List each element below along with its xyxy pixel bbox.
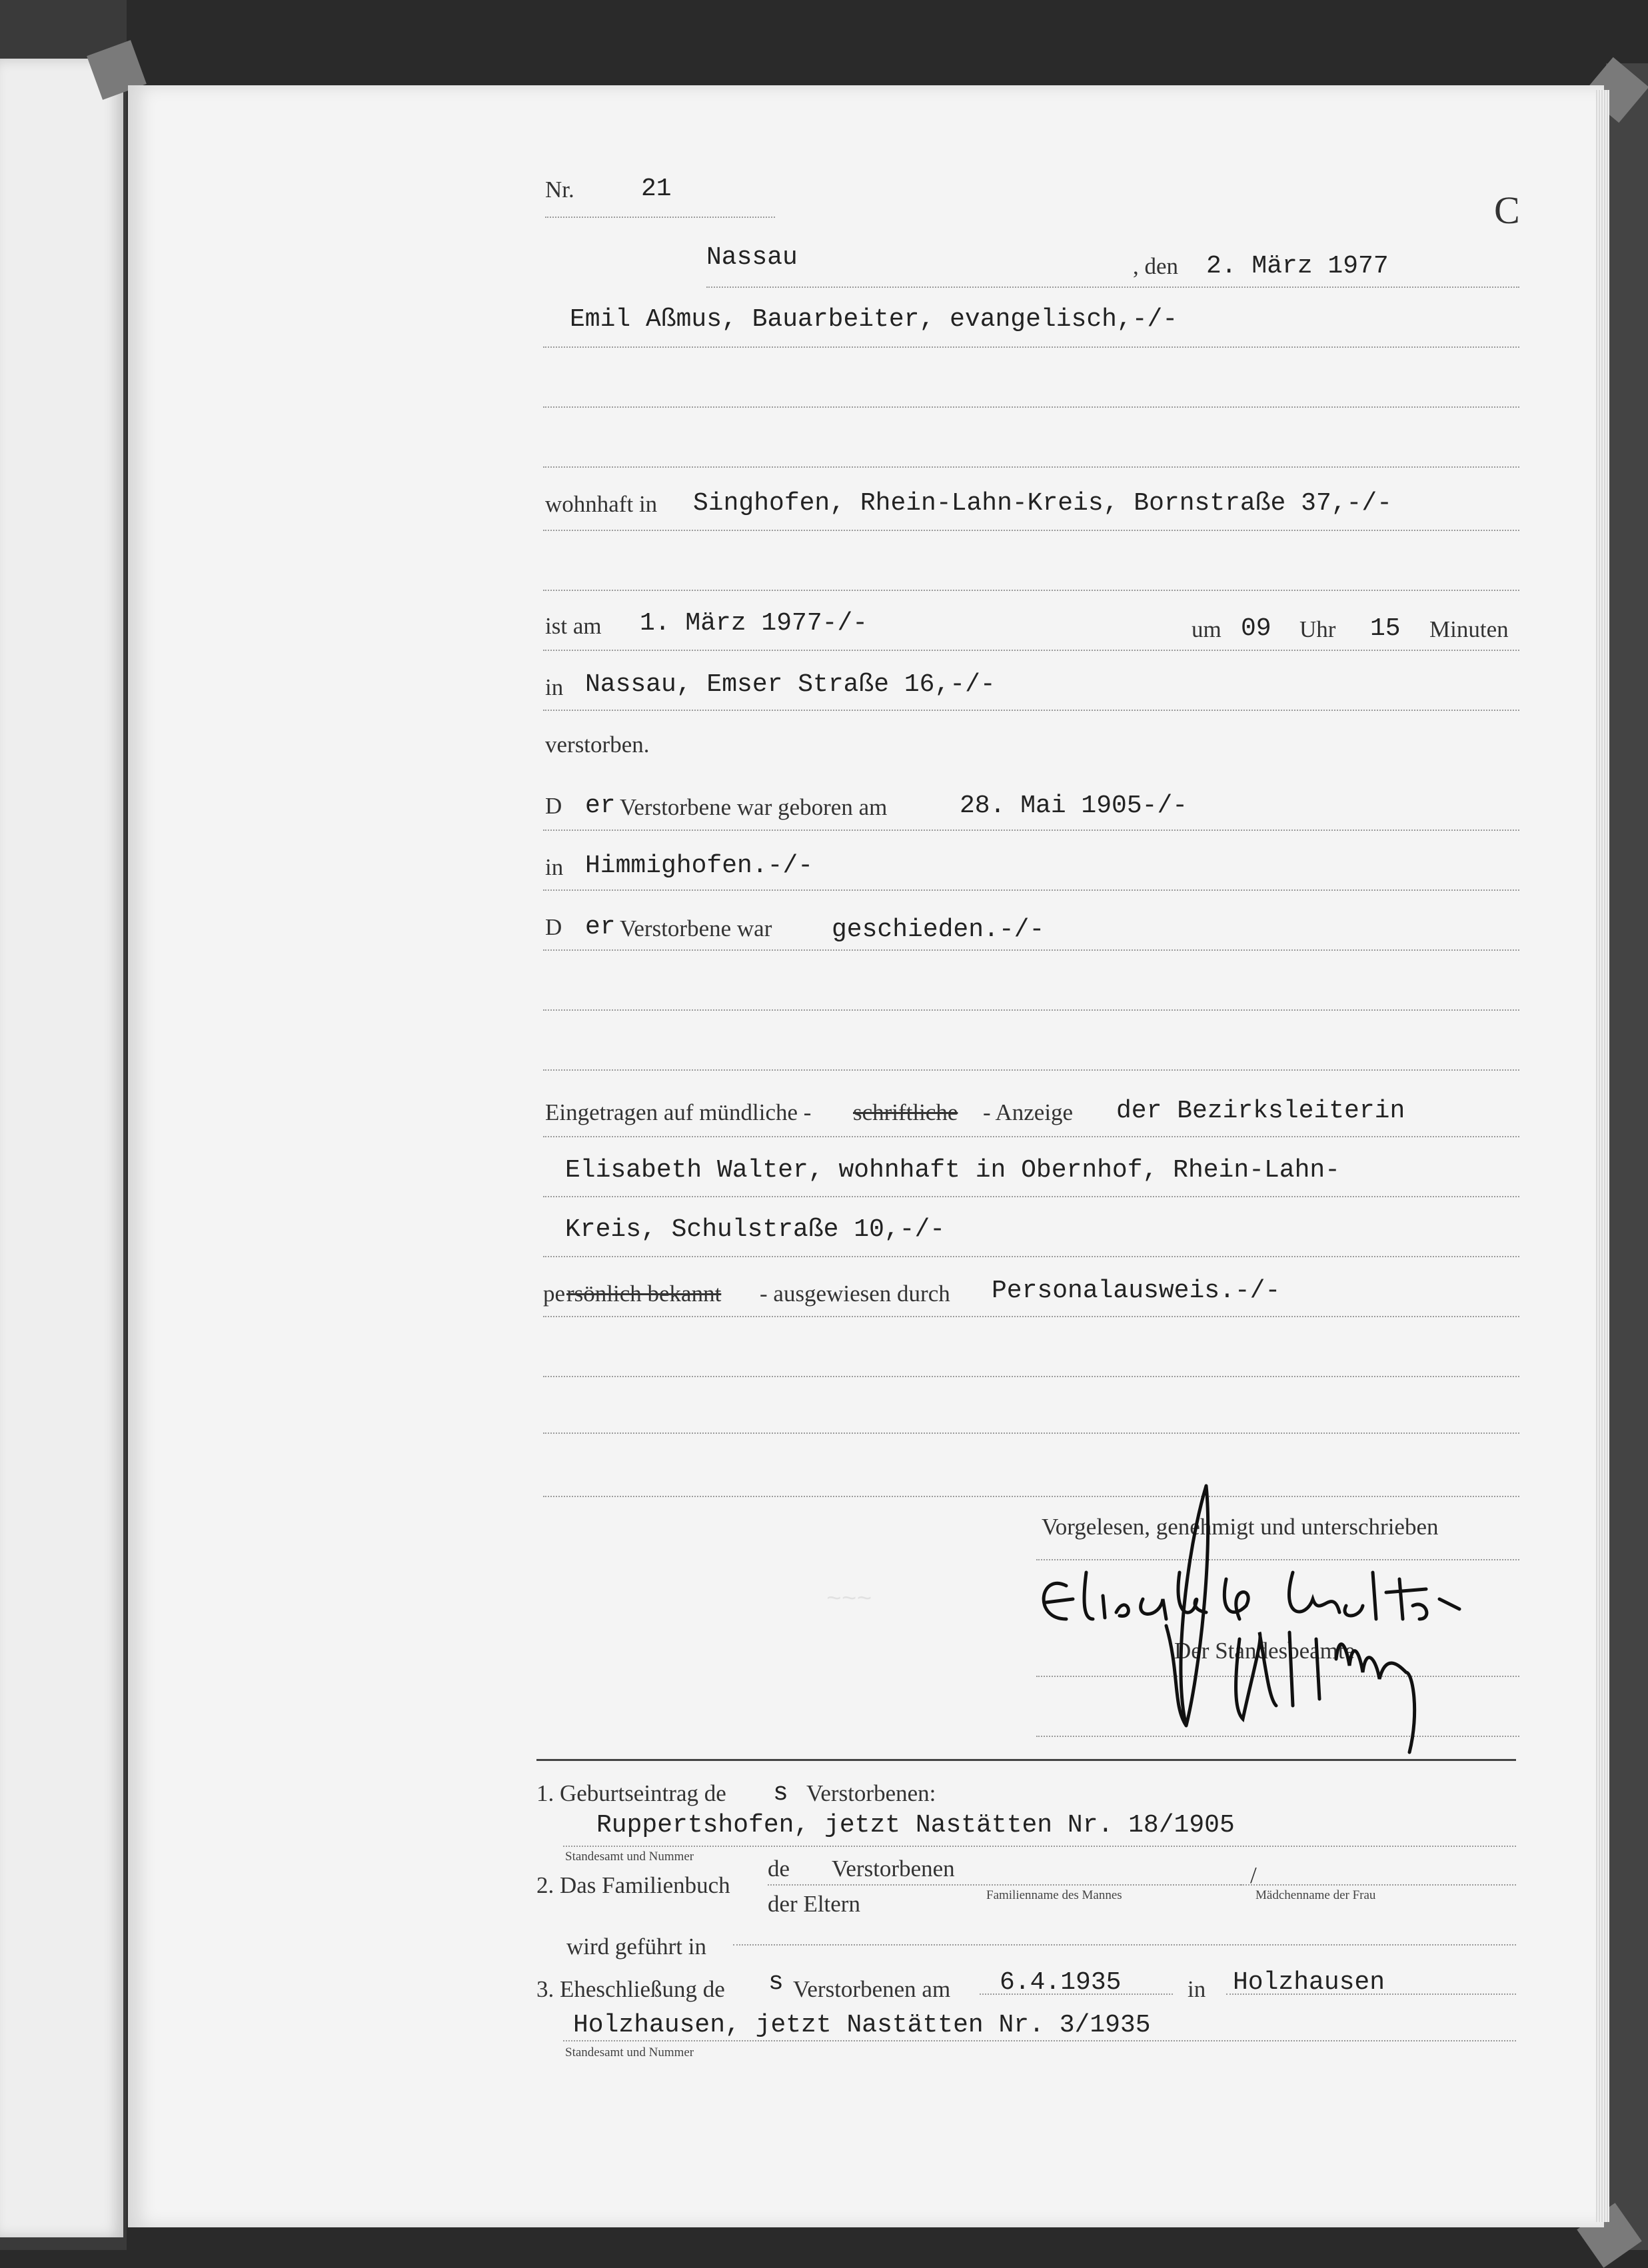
registrar-label: Der Standesbeamte: [1174, 1638, 1355, 1664]
birth-d-prefix: D: [545, 793, 562, 819]
nr-label: Nr.: [545, 177, 574, 203]
id-suffix: - ausgewiesen durch: [760, 1281, 950, 1307]
hour-label: Uhr: [1299, 616, 1336, 642]
birth-label: Verstorbene war geboren am: [620, 794, 888, 820]
rule: [543, 590, 1519, 591]
marriage-in: in: [1188, 1976, 1206, 2002]
kept-label: wird geführt in: [566, 1934, 706, 1960]
residence-label: wohnhaft in: [545, 491, 658, 517]
rule: [543, 406, 1519, 408]
registration-line-3: Kreis, Schulstraße 10,-/-: [565, 1215, 946, 1244]
id-prefix: pe: [543, 1281, 566, 1307]
registration-prefix: Eingetragen auf mündliche -: [545, 1099, 812, 1125]
marital-d-prefix: D: [545, 914, 562, 940]
registry-caption-2: Standesamt und Nummer: [565, 2045, 694, 2059]
marital-label: Verstorbene war: [620, 915, 772, 941]
family-book-value: Verstorbenen: [832, 1856, 955, 1882]
residence-value: Singhofen, Rhein-Lahn-Kreis, Bornstraße 37,-/-: [693, 489, 1392, 518]
death-hour: 09: [1241, 614, 1271, 643]
husband-caption: Familienname des Mannes: [986, 1888, 1122, 1902]
rule: [563, 1846, 1516, 1847]
id-struck: rsönlich bekannt: [566, 1281, 722, 1307]
rule: [768, 1884, 1241, 1886]
um-label: um: [1192, 616, 1222, 642]
slash: /: [1250, 1862, 1257, 1888]
birth-entry-label: 1. Geburtseintrag de: [536, 1780, 726, 1806]
birth-entry-s: s: [773, 1779, 788, 1808]
marriage-date: 6.4.1935: [1000, 1968, 1122, 1997]
rule: [543, 889, 1519, 891]
registry-caption: Standesamt und Nummer: [565, 1850, 694, 1864]
death-date: 1. März 1977-/-: [640, 609, 868, 638]
rule: [980, 1993, 1173, 1995]
marriage-suffix: Verstorbenen am: [793, 1976, 951, 2002]
death-place: Nassau, Emser Straße 16,-/-: [585, 670, 996, 699]
death-date-label: ist am: [545, 613, 602, 639]
registration-struck: schriftliche: [853, 1099, 958, 1125]
rule: [543, 1432, 1519, 1434]
registration-line-2: Elisabeth Walter, wohnhaft in Obernhof, Rhein-Lahn-: [565, 1156, 1340, 1185]
death-minutes: 15: [1370, 614, 1401, 643]
rule: [563, 2040, 1516, 2041]
date-prefix: , den: [1133, 253, 1179, 279]
rule: [733, 1944, 1516, 1946]
family-book-label: 2. Das Familienbuch: [536, 1872, 730, 1898]
rule: [543, 1136, 1519, 1137]
birth-d-suffix: er: [585, 792, 616, 820]
book-cover-right: [1606, 63, 1648, 2250]
rule: [543, 1316, 1519, 1317]
registration-line-1: der Bezirksleiterin: [1116, 1097, 1405, 1125]
rule: [1226, 1993, 1516, 1995]
footer-divider: [536, 1759, 1516, 1761]
birth-entry-suffix: Verstorbenen:: [806, 1780, 936, 1806]
marriage-registry: Holzhausen, jetzt Nastätten Nr. 3/1935: [573, 2011, 1151, 2039]
marital-status: geschieden.-/-: [832, 915, 1045, 944]
rule: [1241, 1884, 1516, 1886]
verstorben-label: verstorben.: [545, 732, 650, 758]
rule: [543, 1256, 1519, 1257]
document-date: 2. März 1977: [1206, 252, 1389, 281]
marriage-place: Holzhausen: [1233, 1968, 1385, 1997]
bleed-through: ~~~: [826, 1586, 872, 1614]
rule: [543, 949, 1519, 951]
left-page: [0, 59, 123, 2237]
rule: [543, 710, 1519, 711]
nr-value: 21: [641, 175, 672, 203]
rule: [543, 466, 1519, 468]
marital-d-suffix: er: [585, 913, 616, 941]
rule: [706, 286, 1519, 288]
read-approved-label: Vorgelesen, genehmigt und unterschrieben: [1042, 1514, 1439, 1540]
family-book-parents: der Eltern: [768, 1891, 860, 1917]
rule: [543, 530, 1519, 531]
marriage-label: 3. Eheschließung de: [536, 1976, 725, 2002]
marriage-s: s: [768, 1968, 784, 1997]
family-book-de: de: [768, 1856, 790, 1882]
rule: [543, 830, 1519, 831]
birth-place: Himmighofen.-/-: [585, 851, 814, 880]
birth-entry-value: Ruppertshofen, jetzt Nastätten Nr. 18/1905: [596, 1811, 1235, 1840]
rule: [543, 1196, 1519, 1197]
place-city: Nassau: [706, 243, 798, 272]
registration-suffix: - Anzeige: [983, 1099, 1074, 1125]
death-place-prefix: in: [545, 674, 564, 700]
registrar-signature-drawing: [1146, 1472, 1519, 1752]
rule: [543, 1009, 1519, 1011]
rule: [543, 346, 1519, 348]
person-name-line: Emil Aßmus, Bauarbeiter, evangelisch,-/-: [570, 305, 1178, 334]
minutes-label: Minuten: [1429, 616, 1509, 642]
rule: [543, 650, 1519, 651]
id-value: Personalausweis.-/-: [992, 1277, 1281, 1305]
rule: [543, 1069, 1519, 1071]
page-edge: [1596, 90, 1609, 2222]
rule: [545, 217, 775, 218]
birth-date: 28. Mai 1905-/-: [960, 792, 1188, 820]
form-letter: C: [1494, 189, 1520, 232]
wife-caption: Mädchenname der Frau: [1255, 1888, 1376, 1902]
birth-place-prefix: in: [545, 854, 564, 880]
rule: [543, 1376, 1519, 1377]
